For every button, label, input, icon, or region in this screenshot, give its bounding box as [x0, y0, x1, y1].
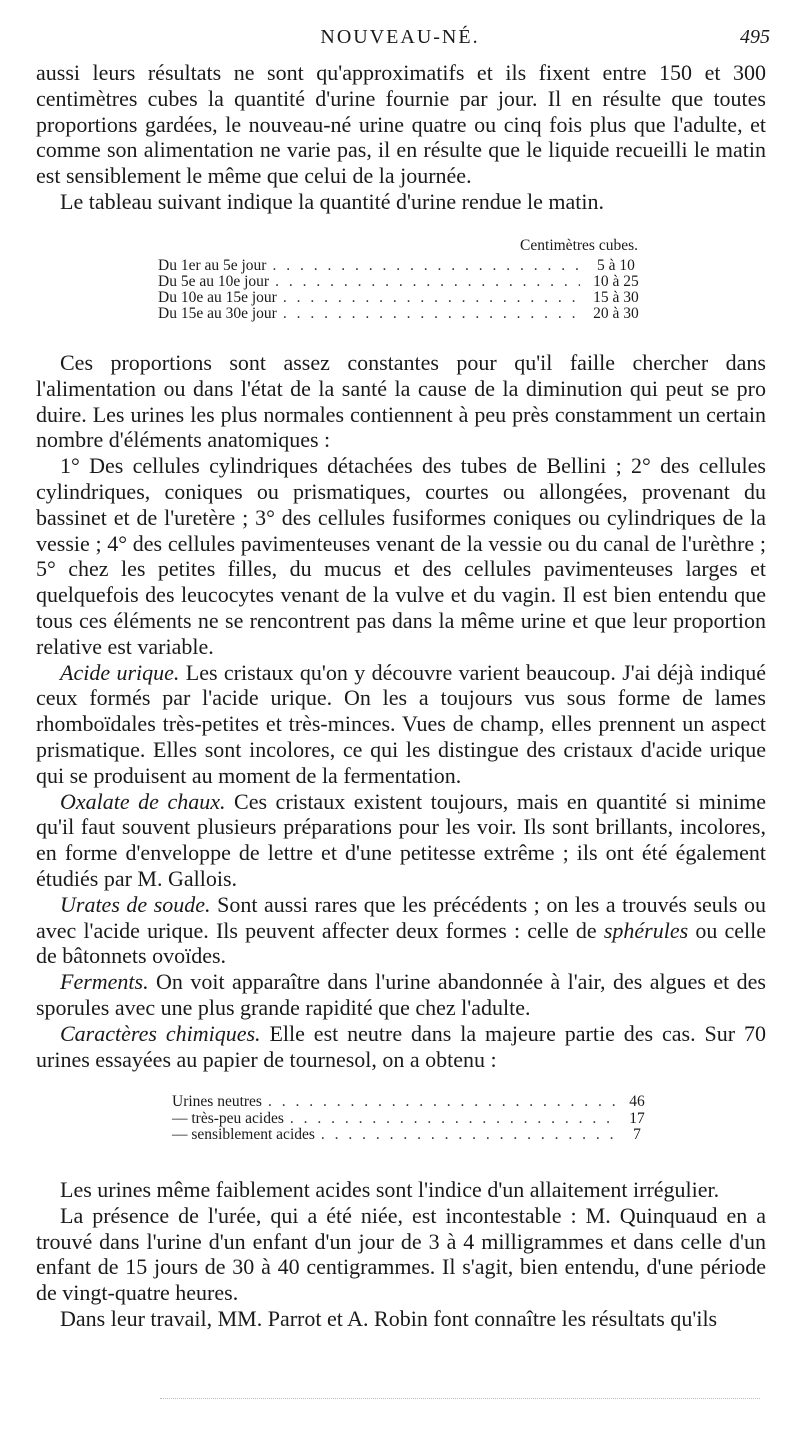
paragraph-text: Ces cristaux existent toujours, mais en quantité si minime qu'il faut souvent plusieurs préparations pour les voir. Ils sont brillants, incolores, en forme d'enveloppe de lettre et d'une petitesse extrême ; ils ont été également étudiés par M. Gallois. [36, 788, 766, 891]
urine-volume-table [158, 236, 646, 322]
table-row [172, 1127, 652, 1143]
paragraph: Ces proportions sont assez constantes pour qu'il faille chercher dans l'alimentation ou dans l'état de la santé la cause de la diminution qui peut se pro duire. Les urines les plus normales contiennent à peu près constamment un certain nombre d'éléments anatomiques : [36, 350, 766, 453]
row-label: Du 1er au 5e jour [158, 257, 267, 274]
paragraph-text: ou celle de bâtonnets ovoïdes. [36, 917, 767, 969]
paragraph-acide-urique [36, 660, 766, 789]
dot-leader [283, 290, 580, 306]
section-title: Urates de soude. [60, 891, 211, 917]
italic-term: sphérules [603, 917, 689, 943]
dot-leader [268, 1093, 616, 1111]
paragraph-ferments [36, 969, 766, 1021]
row-value: 5 à 10 [597, 257, 635, 274]
row-value: 20 à 30 [593, 305, 639, 322]
paragraph-text: On voit apparaître dans l'urine abandonnée à l'air, des algues et des sporules avec une plus grande rapidité que chez l'adulte. [36, 969, 766, 1020]
paragraph: Les urines même faiblement acides sont l'indice d'un allaitement irrégulier. [60, 1177, 720, 1202]
dot-leader [321, 1127, 616, 1143]
dot-leader [283, 306, 580, 322]
section-title: Caractères chimiques. [60, 1020, 261, 1046]
page-number: 495 [740, 26, 770, 48]
row-label: — très-peu acides [172, 1110, 284, 1127]
table-row [158, 290, 646, 306]
row-label: Du 15e au 30e jour [158, 305, 277, 322]
text-block-main [36, 350, 766, 1072]
paragraph-text: Sont aussi rares que les précédents ; on les a trouvés seuls ou avec l'acide urique. Ils peuvent affecter deux formes : celle de [36, 891, 766, 943]
paragraph-caracteres [36, 1021, 766, 1073]
text-block-intro [36, 60, 766, 215]
row-label: Du 10e au 15e jour [158, 289, 277, 306]
paragraph: Dans leur travail, MM. Parrot et A. Robin font connaître les résultats qu'ils [60, 1305, 718, 1331]
dot-leader [272, 258, 580, 274]
acidity-table [172, 1093, 652, 1143]
paragraph-urates [36, 892, 766, 969]
table-row [172, 1093, 652, 1111]
row-label: Du 5e au 10e jour [158, 273, 270, 290]
row-value: 10 à 25 [593, 273, 639, 290]
dot-leader [290, 1111, 616, 1127]
row-value: 7 [633, 1126, 641, 1143]
paragraph-text: Les cristaux qu'on y découvre varient beaucoup. J'ai déjà indiqué ceux formés par l'acide urique. On les a toujours vus sous forme de lames rhomboïdales très-petites et très-minces. Vues de champ, elles prennent un aspect prismatique. Elles sont incolores, ce qui les distingue des cristaux d'acide urique qui se produisent au moment de la fermentation. [36, 659, 766, 788]
table-row [158, 306, 646, 322]
scan-artifact [160, 1398, 760, 1401]
table-row [172, 1111, 652, 1127]
row-value: 15 à 30 [593, 289, 639, 306]
text-block-closing [36, 1177, 766, 1332]
row-value: 46 [629, 1093, 645, 1110]
table-row [158, 274, 646, 290]
paragraph: Le tableau suivant indique la quantité d'urine rendue le matin. [60, 188, 605, 214]
dot-leader [275, 274, 580, 290]
paragraph: La présence de l'urée, qui a été niée, est incontestable : M. Quinquaud en a trouvé dans l'urine d'un enfant d'un jour de 3 à 4 milligrammes et dans celle d'un enfant de 15 jours de 30 à 40 centigrammes. Il s'agit, bien entendu, d'une période de vingt-quatre heures. [36, 1202, 766, 1306]
running-title: NOUVEAU-NÉ. [320, 26, 480, 48]
paragraph-oxalate [36, 789, 766, 892]
section-title: Ferments. [60, 969, 149, 995]
table-row [158, 258, 646, 274]
section-title: Acide urique. [60, 659, 180, 685]
paragraph: 1° Des cellules cylindriques détachées des tubes de Bellini ; 2° des cellules cylindriques, coniques ou prismatiques, courtes ou allongées, provenant du bassinet et de l'uretère ; 3° des cellules fusiformes coniques ou cylindriques de la vessie ; 4° des cellules pavimenteuses venant de la vessie ou du canal de l'urèthre ; 5° chez les petites filles, du mucus et des cellules pavimenteuses larges et quelquefois des leucocytes venant de la vulve et du vagin. Il est bien entendu que tous ces éléments ne se rencontrent pas dans la même urine et que leur proportion relative est variable. [36, 453, 766, 659]
paragraph: aussi leurs résultats ne sont qu'approximatifs et ils fixent entre 150 et 300 centimètres cubes la quantité d'urine fournie par jour. Il en résulte que toutes proportions gardées, le nouveau-né urine quatre ou cinq fois plus que l'adulte, et comme son alimentation ne varie pas, il en résulte que le liquide recueilli le matin est sensiblement le même que celui de la journée. [36, 60, 766, 189]
table-header: Centimètres cubes. [520, 237, 638, 254]
section-title: Oxalate de chaux. [60, 788, 226, 814]
row-label: — sensiblement acides [172, 1126, 315, 1143]
running-head [30, 26, 770, 56]
paragraph-text: Elle est neutre dans la majeure partie des cas. Sur 70 urines essayées au papier de tournesol, on a obtenu : [36, 1020, 766, 1072]
row-label: Urines neutres [172, 1093, 262, 1110]
row-value: 17 [629, 1110, 645, 1127]
